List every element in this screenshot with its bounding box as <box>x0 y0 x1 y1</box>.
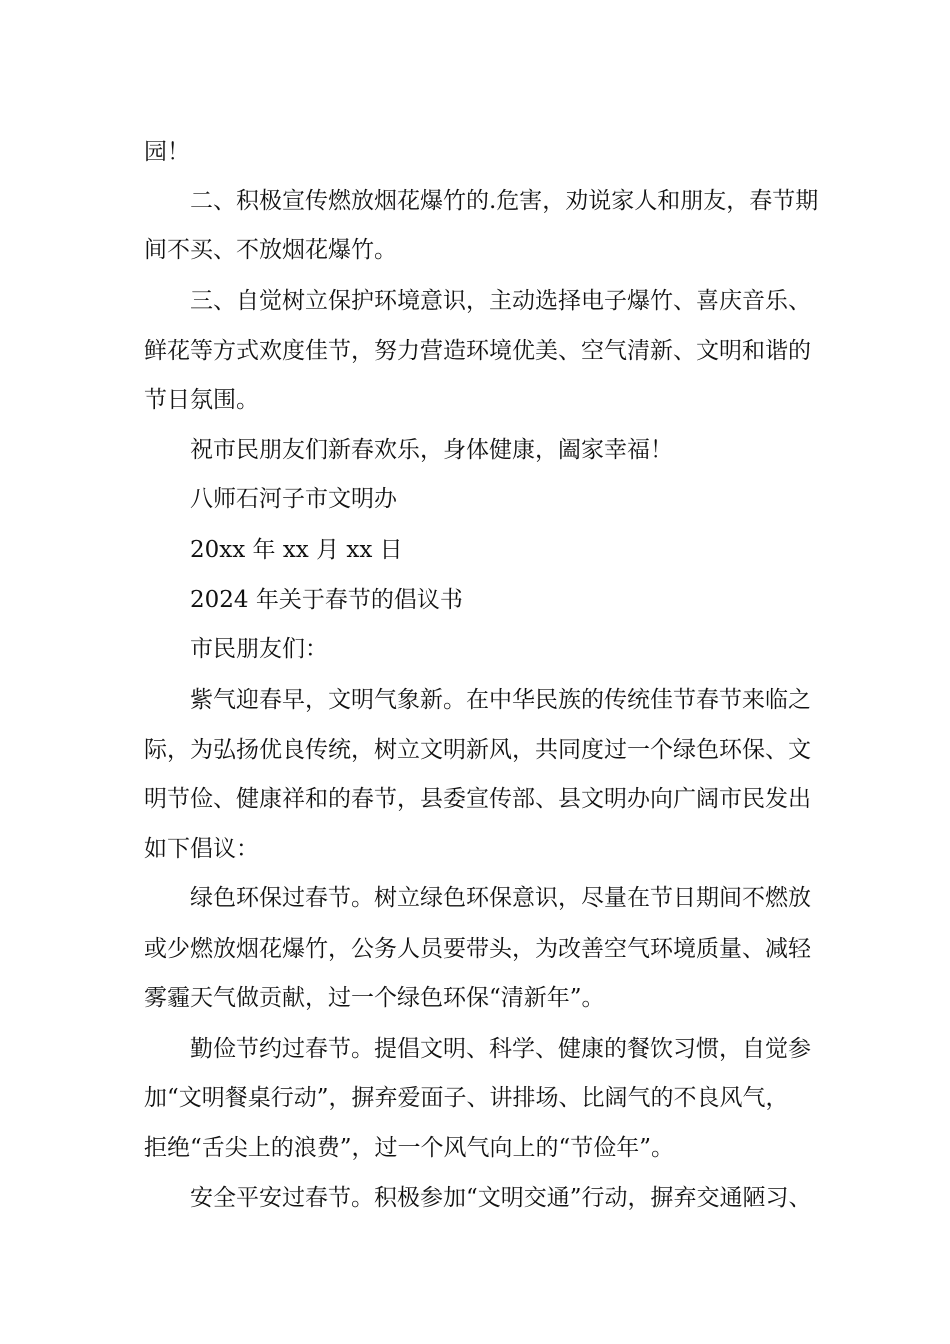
text-line: 雾霾天气做贡献，过一个绿色环保“清新年”。 <box>144 985 605 1011</box>
text-line: 明节俭、健康祥和的春节，县委宣传部、县文明办向广阔市民发出 <box>144 786 811 812</box>
text-line: 如下倡议： <box>144 836 259 862</box>
text-line: 节日氛围。 <box>144 387 259 413</box>
text-line: 紫气迎春早，文明气象新。在中华民族的传统佳节春节来临之 <box>190 687 811 713</box>
text-line: 安全平安过春节。积极参加“文明交通”行动，摒弃交通陋习、 <box>190 1185 812 1211</box>
text-line: 八师石河子市文明办 <box>190 486 397 512</box>
text-line: 间不买、不放烟花爆竹。 <box>144 237 397 263</box>
date-line: 20xx 年 xx 月 xx 日 <box>190 537 403 563</box>
text-line: 勤俭节约过春节。提倡文明、科学、健康的餐饮习惯，自觉参 <box>190 1036 811 1062</box>
text-line: 二、积极宣传燃放烟花爆竹的.危害，劝说家人和朋友，春节期 <box>190 188 819 214</box>
text-line: 际，为弘扬优良传统，树立文明新风，共同度过一个绿色环保、文 <box>144 737 811 763</box>
text-line: 拒绝“舌尖上的浪费”，过一个风气向上的“节俭年”。 <box>144 1135 675 1161</box>
text-line: 三、自觉树立保护环境意识，主动选择电子爆竹、喜庆音乐、 <box>190 288 811 314</box>
text-line: 园！ <box>144 139 190 165</box>
text-line: 绿色环保过春节。树立绿色环保意识，尽量在节日期间不燃放 <box>190 885 811 911</box>
salutation: 市民朋友们： <box>190 636 328 662</box>
document-title: 2024 年关于春节的倡议书 <box>190 587 463 613</box>
text-line: 鲜花等方式欢度佳节，努力营造环境优美、空气清新、文明和谐的 <box>144 338 811 364</box>
text-line: 加“文明餐桌行动”，摒弃爱面子、讲排场、比阔气的不良风气， <box>144 1085 789 1111</box>
text-line: 祝市民朋友们新春欢乐，身体健康，阖家幸福！ <box>190 437 673 463</box>
text-line: 或少燃放烟花爆竹，公务人员要带头，为改善空气环境质量、减轻 <box>144 936 811 962</box>
